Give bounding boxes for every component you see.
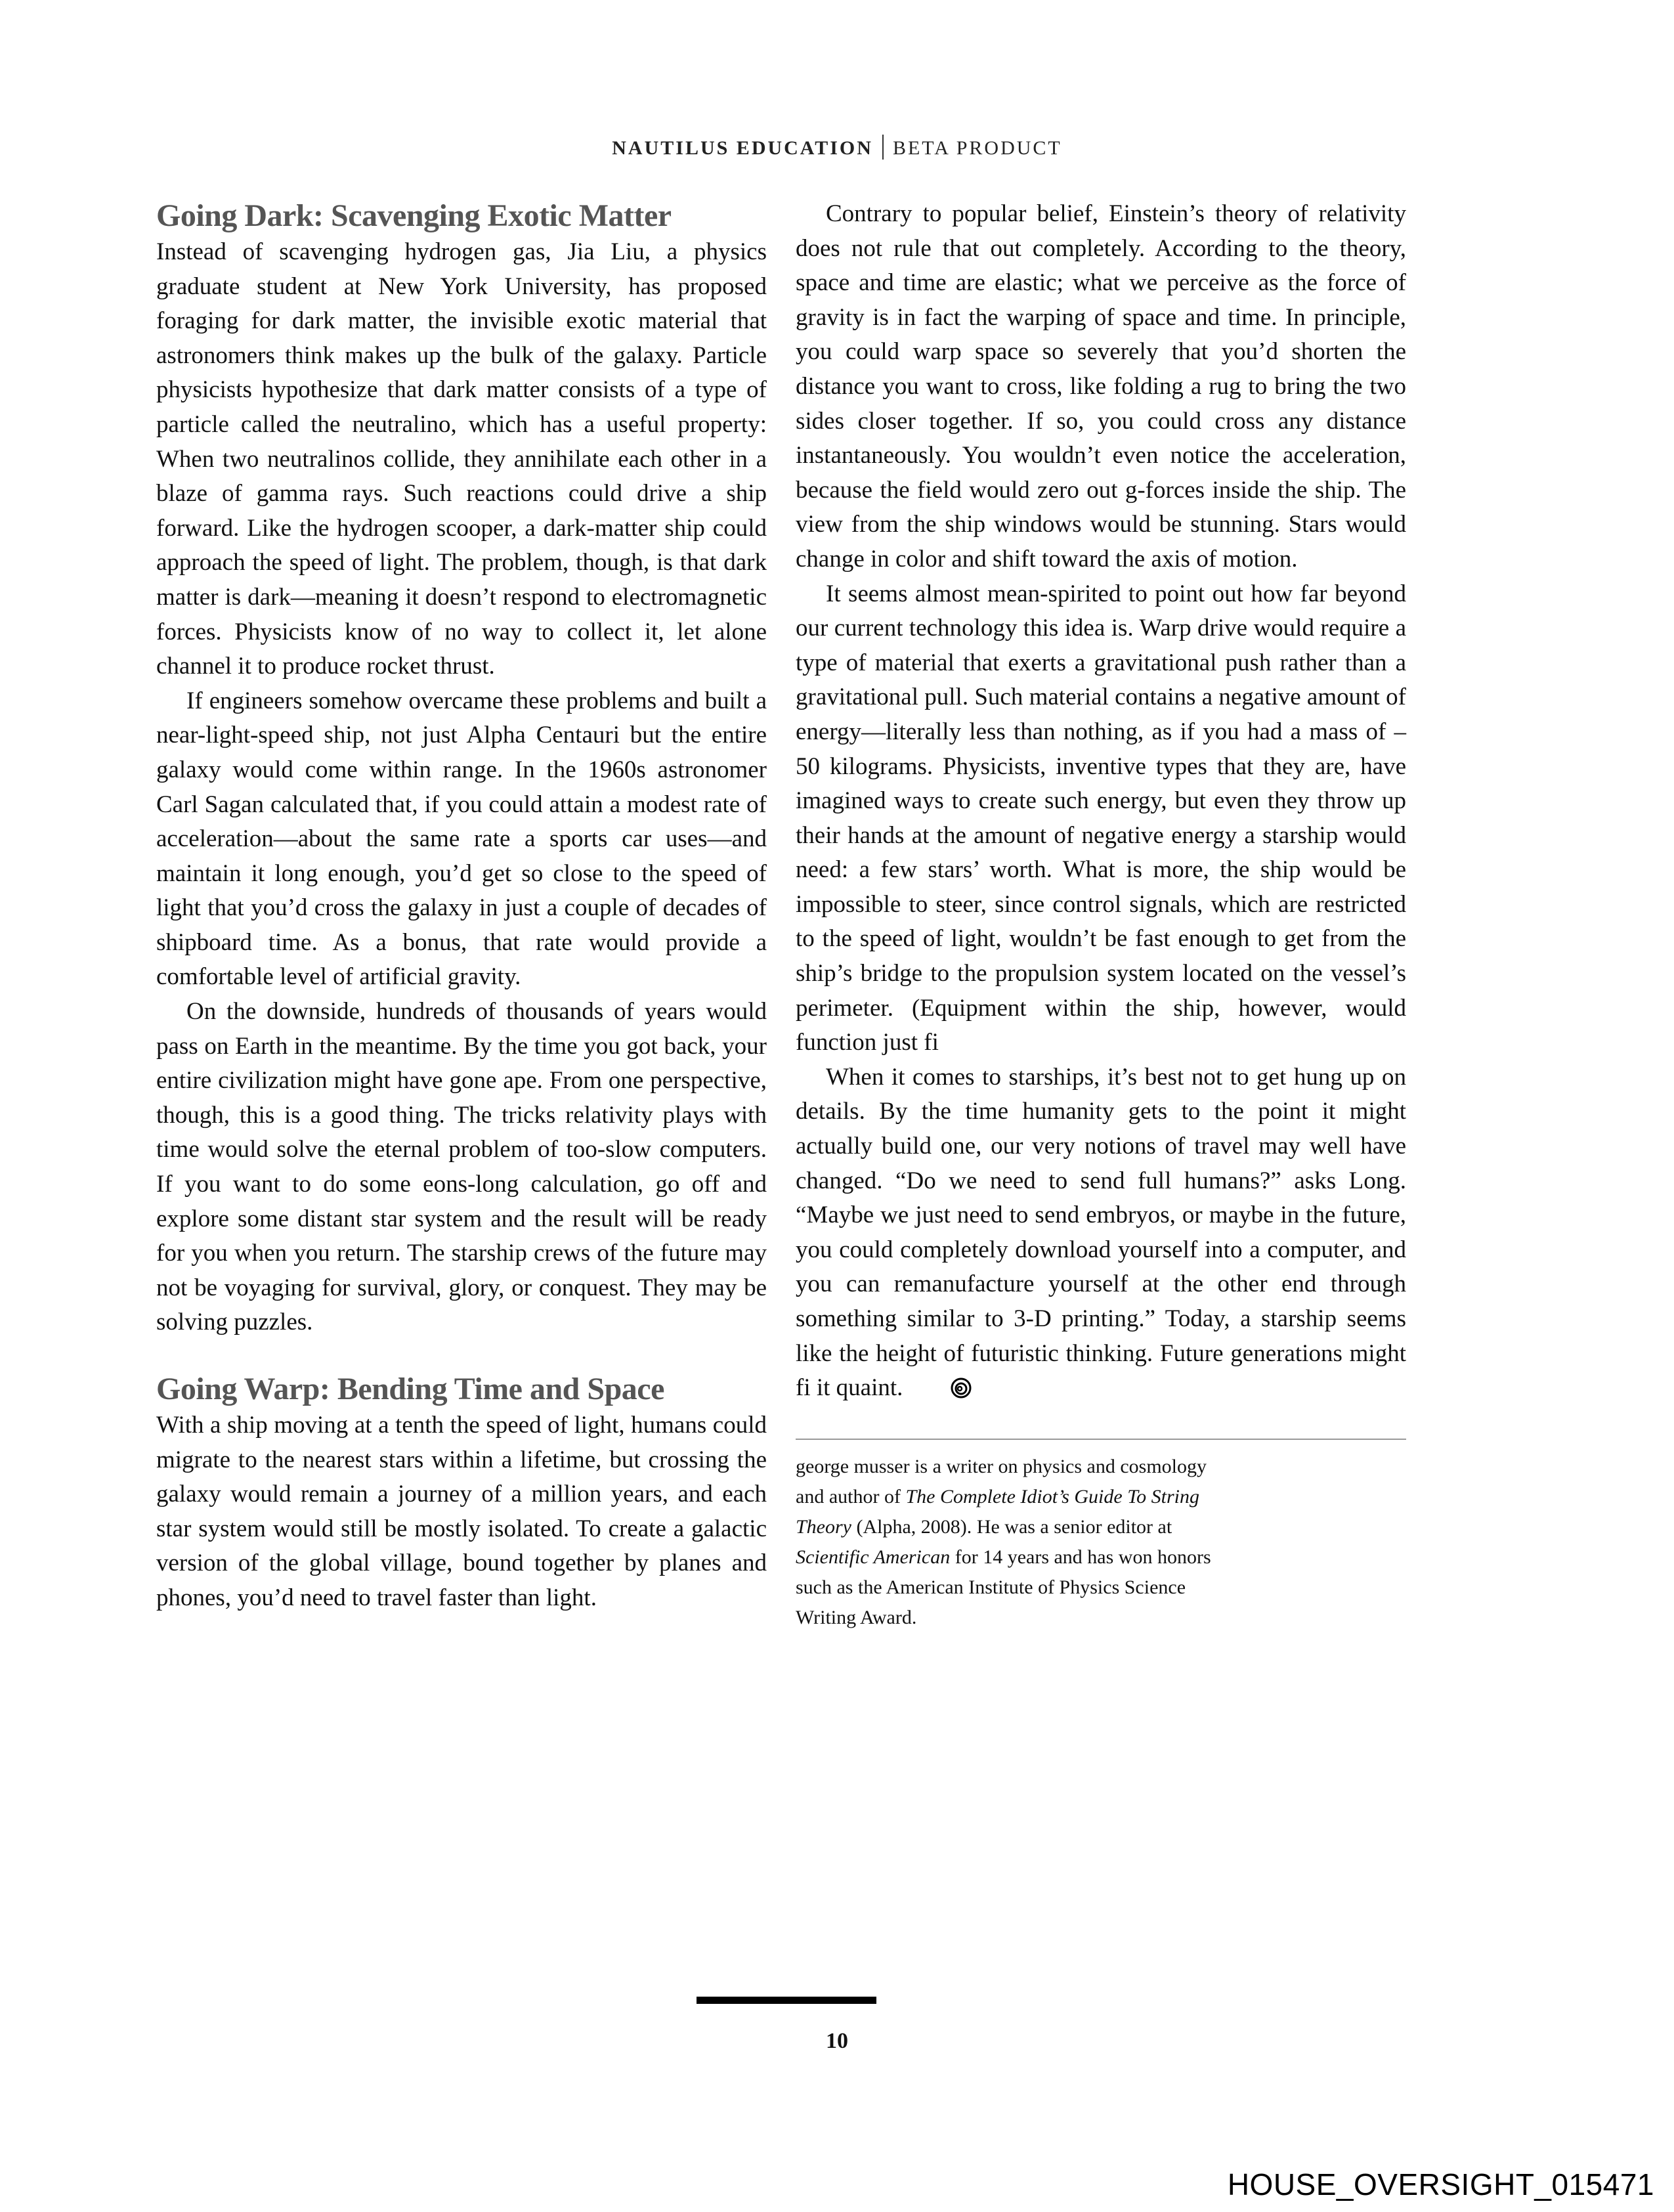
publication-name: NAUTILUS EDUCATION bbox=[612, 137, 873, 159]
body-paragraph: Instead of scavenging hydrogen gas, Jia Liu, a physics graduate student at New York University, has proposed foraging for dark matter, the invisible exotic material that astronomers think makes up the bulk of the galaxy. Particle physicists hypothesize that dark matter consists of a type of particle called the neutralino, which has a useful property: When two neutralinos collide, they annihilate each other in a blaze of gamma rays. Such reactions could drive a ship forward. Like the hydrogen scooper, a dark-matter ship could approach the speed of light. The problem, though, is that dark matter is dark—meaning it doesn’t respond to electromagnetic forces. Physicists know of no way to collect it, let alone channel it to produce rocket thrust. bbox=[156, 238, 767, 680]
section-heading-going-dark: Going Dark: Scavenging Exotic Matter bbox=[156, 198, 672, 233]
page-number: 10 bbox=[826, 2029, 848, 2053]
bates-number: HOUSE_OVERSIGHT_015471 bbox=[1227, 2167, 1654, 2201]
running-header bbox=[0, 135, 1674, 160]
author-bio-divider bbox=[796, 1439, 1406, 1440]
bio-magazine-name: Scientific American bbox=[796, 1546, 951, 1568]
section-heading-going-warp: Going Warp: Bending Time and Space bbox=[156, 1372, 664, 1406]
header-divider bbox=[882, 135, 884, 160]
footer-rule bbox=[697, 1997, 876, 2004]
final-paragraph-text: When it comes to starships, it’s best not to get hung up on details. By the time humanity gets to the point it might actually build one, our very notions of travel may well have changed. “Do we need to send full humans?” asks Long. “Maybe we just need to send embryos, or maybe in the future, you could completely download yourself into a computer, and you can remanufacture yourself at the other end through something similar to 3-D printing.” Today, a starship seems like the height of futuristic thinking. Future generations might fi it quaint. bbox=[796, 1063, 1406, 1402]
bio-text: for 14 years and has won honors such as the American Institute of Physics Science Writing Award. bbox=[796, 1546, 1211, 1628]
left-column bbox=[156, 197, 767, 1616]
author-bio bbox=[796, 1452, 1216, 1633]
body-paragraph: On the downside, hundreds of thousands of years would pass on Earth in the meantime. By the time you got back, your entire civilization might have gone ape. From one perspective, though, this is a good thing. The tricks relativity plays with time would solve the eternal problem of too-slow computers. If you want to do some eons-long calculation, go off and explore some distant star system and the result will be ready for you when you return. The starship crews of the future may not be voyaging for survival, glory, or conquest. They may be solving puzzles. bbox=[156, 998, 767, 1336]
nautilus-spiral-icon bbox=[920, 1375, 942, 1397]
section-spacer bbox=[156, 1340, 767, 1370]
body-paragraph: Contrary to popular belief, Einstein’s theory of relativity does not rule that out completely. According to the theory, space and time are elastic; what we perceive as the force of gravity is in fact the warping of space and time. In principle, you could warp space so severely that you’d shorten the distance you want to cross, like folding a rug to bring the two sides closer together. If so, you could cross any distance instantaneously. You wouldn’t even notice the acceleration, because the field would zero out g-forces inside the ship. The view from the ship windows would be stunning. Stars would change in color and shift toward the axis of motion. bbox=[796, 200, 1406, 573]
bio-text: george musser is a writer on physics and cosmology and author of bbox=[796, 1455, 1207, 1507]
bio-text: (Alpha, 2008). He was a senior editor at bbox=[851, 1515, 1172, 1538]
bio-book-title: The Complete Idiot’s Guide To String Theory bbox=[796, 1485, 1199, 1538]
product-label: BETA PRODUCT bbox=[892, 137, 1062, 159]
body-paragraph-final bbox=[796, 1060, 1406, 1406]
body-paragraph: If engineers somehow overcame these problems and built a near-light-speed ship, not just Alpha Centauri but the entire galaxy would come within range. In the 1960s astronomer Carl Sagan calculated that, if you could attain a modest rate of acceleration—about the same rate a sports car uses—and maintain it long enough, you’d get so close to the speed of light that you’d cross the galaxy in just a couple of decades of shipboard time. As a bonus, that rate would provide a comfortable level of artificial gravity. bbox=[156, 687, 767, 991]
body-paragraph: It seems almost mean-spirited to point out how far beyond our current technology this idea is. Warp drive would require a type of material that exerts a gravitational push rather than a gravitational pull. Such material contains a negative amount of energy—literally less than nothing, as if you had a mass of –50 kilograms. Physicists, inventive types that they are, have imagined ways to create such energy, but even they throw up their hands at the amount of negative energy a starship would need: a few stars’ worth. What is more, the ship would be impossible to steer, since control signals, which are restricted to the speed of light, wouldn’t be fast enough to get from the ship’s bridge to the propulsion system located on the vessel’s perimeter. (Equipment within the ship, however, would function just fi bbox=[796, 580, 1406, 1056]
right-column bbox=[796, 197, 1406, 1633]
body-paragraph: With a ship moving at a tenth the speed of light, humans could migrate to the nearest stars within a lifetime, but crossing the galaxy would remain a journey of a million years, and each star system would still be mostly isolated. To create a galactic version of the global village, bound together by planes and phones, you’d need to travel faster than light. bbox=[156, 1412, 767, 1611]
